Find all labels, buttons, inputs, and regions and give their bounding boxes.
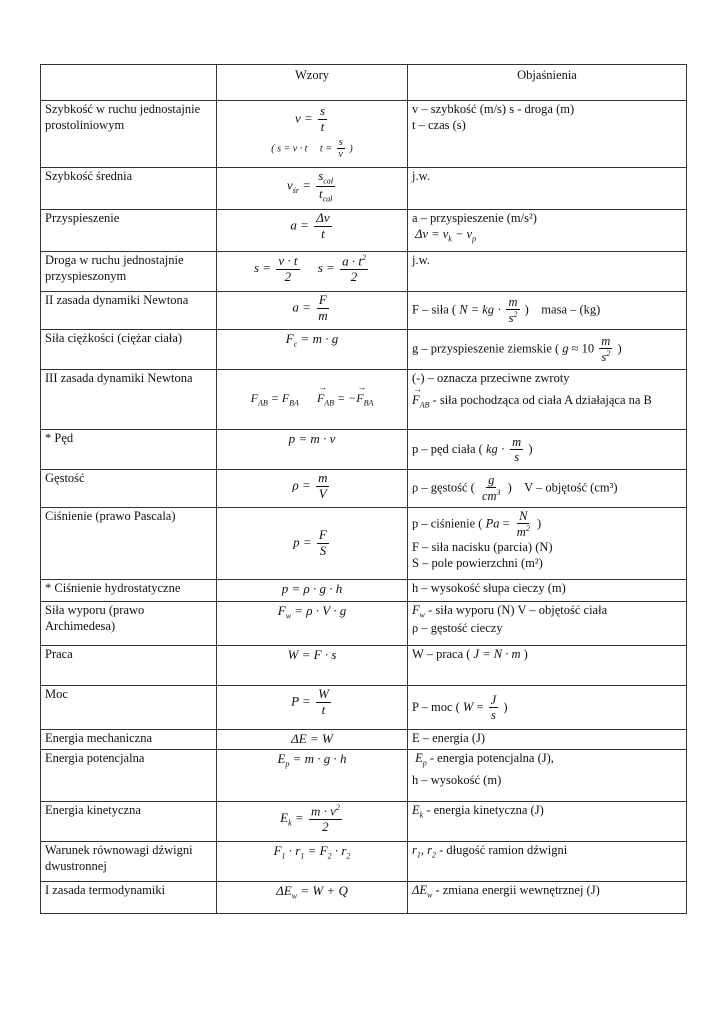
table-row xyxy=(41,730,687,750)
formula-cell: ρ = $\frac{m}{V}$ xyxy=(217,470,408,508)
explanation-text: - siła pochodząca od ciała A działająca na B xyxy=(429,392,652,407)
table-row xyxy=(41,882,687,914)
explanation-cell: $F_w$ - siła wyporu (N) V – objętość ciała ρ – gęstość cieczy xyxy=(408,602,687,646)
row-name: Droga w ruchu jednostajnie przyspieszonym xyxy=(41,252,217,292)
explanation-text: E – energia (J) xyxy=(408,730,687,750)
row-name: * Ciśnienie hydrostatyczne xyxy=(41,580,217,602)
table-row xyxy=(41,168,687,210)
row-name: Przyspieszenie xyxy=(41,210,217,252)
explanation-text: h – wysokość (m) xyxy=(412,772,502,787)
row-name: II zasada dynamiki Newtona xyxy=(41,292,217,330)
formula-cell: P = $\frac{W}{t}$ xyxy=(217,686,408,730)
header-col-explanations: Objaśnienia xyxy=(408,65,687,101)
explanation-text: j.w. xyxy=(408,252,687,292)
formula-cell: a = $\frac{F}{m}$ xyxy=(217,292,408,330)
table-row xyxy=(41,802,687,842)
explanation-cell: (-) – oznacza przeciwne zwroty → $F_{AB}$ - siła pochodząca od ciała A działająca na B xyxy=(408,370,687,430)
explanation-cell: $E_k$ - energia kinetyczna (J) xyxy=(408,802,687,842)
row-name: III zasada dynamiki Newtona xyxy=(41,370,217,430)
table-row xyxy=(41,470,687,508)
table-row xyxy=(41,370,687,430)
row-name: Energia kinetyczna xyxy=(41,802,217,842)
explanation-cell: F – siła ( N = kg · $\frac{m}{s^2}$ ) masa – (kg) xyxy=(408,292,687,330)
table-row xyxy=(41,842,687,882)
explanation-text: v – szybkość (m/s) s - droga (m) xyxy=(412,102,575,116)
row-name: Szybkość średnia xyxy=(41,168,217,210)
table-row xyxy=(41,686,687,730)
explanation-text: - długość ramion dźwigni xyxy=(436,843,568,857)
explanation-text: - energia kinetyczna (J) xyxy=(423,803,544,817)
table-row xyxy=(41,330,687,370)
row-name: * Pęd xyxy=(41,430,217,470)
formula-cell: a = $\frac{\Delta v}{t}$ xyxy=(217,210,408,252)
header-row xyxy=(41,65,687,101)
explanation-cell: $E_p$ - energia potencjalna (J), h – wysokość (m) xyxy=(408,750,687,802)
row-name: Energia potencjalna xyxy=(41,750,217,802)
formula-table xyxy=(40,64,687,914)
formula-cell: $F_1 \cdot r_1 = F_2 \cdot r_2$ xyxy=(217,842,408,882)
table-row xyxy=(41,602,687,646)
formula-cell: $F_w = \rho \cdot V \cdot g$ xyxy=(217,602,408,646)
row-name: Szybkość w ruchu jednostajnie prostoliniowym xyxy=(41,101,217,168)
explanation-cell: a – przyspieszenie (m/s²) $\Delta v = v_k - v_p$ xyxy=(408,210,687,252)
explanation-text: j.w. xyxy=(408,168,687,210)
table-row xyxy=(41,750,687,802)
explanation-cell: ρ – gęstość ( $\frac{g}{cm^3}$ ) V – objętość (cm³) xyxy=(408,470,687,508)
table-row xyxy=(41,580,687,602)
table-row xyxy=(41,646,687,686)
row-name: Praca xyxy=(41,646,217,686)
row-name: Siła ciężkości (ciężar ciała) xyxy=(41,330,217,370)
formula-cell: p = m · v xyxy=(217,430,408,470)
row-name: Energia mechaniczna xyxy=(41,730,217,750)
explanation-cell: p – ciśnienie ( Pa = $\frac{N}{m^2}$ ) F – siła nacisku (parcia) (N) S – pole powierzchni (m²) xyxy=(408,508,687,580)
formula-cell: p = ρ · g · h xyxy=(217,580,408,602)
formula-cell: $E_p = m \cdot g \cdot h$ xyxy=(217,750,408,802)
explanation-text: (-) – oznacza przeciwne zwroty xyxy=(412,371,570,385)
table-row xyxy=(41,508,687,580)
formula-cell: $F_c = m \cdot g$ xyxy=(217,330,408,370)
header-col-name xyxy=(41,65,217,101)
explanation-text: - zmiana energii wewnętrznej (J) xyxy=(432,883,600,897)
row-name: Warunek równowagi dźwigni dwustronnej xyxy=(41,842,217,882)
header-col-formulas: Wzory xyxy=(217,65,408,101)
explanation-text: a – przyspieszenie (m/s²) xyxy=(412,211,537,225)
explanation-cell: $r_1$, $r_2$ - długość ramion dźwigni xyxy=(408,842,687,882)
table-row xyxy=(41,210,687,252)
explanation-text: h – wysokość słupa cieczy (m) xyxy=(408,580,687,602)
table-row xyxy=(41,430,687,470)
table-row xyxy=(41,101,687,168)
explanation-cell: $\Delta E_w$ - zmiana energii wewnętrznej (J) xyxy=(408,882,687,914)
formula-cell: $v_{śr}$ = $\frac{s_{cał}}{t_{cał}}$ xyxy=(217,168,408,210)
formula-cell: $F_{AB} = F_{BA}$ → $F_{AB}$ = −→ $F_{BA}$ xyxy=(217,370,408,430)
row-name: Ciśnienie (prawo Pascala) xyxy=(41,508,217,580)
explanation-cell: p – pęd ciała ( kg · $\frac{m}{s}$ ) xyxy=(408,430,687,470)
explanation-cell: P – moc ( W = $\frac{J}{s}$ ) xyxy=(408,686,687,730)
formula-cell: W = F · s xyxy=(217,646,408,686)
row-name: Siła wyporu (prawo Archimedesa) xyxy=(41,602,217,646)
row-name: Moc xyxy=(41,686,217,730)
formula-cell: $E_k$ = $\frac{m \cdot v^2}{2}$ xyxy=(217,802,408,842)
explanation-text: t – czas (s) xyxy=(412,117,466,132)
explanation-cell xyxy=(408,101,687,168)
table-row xyxy=(41,252,687,292)
explanation-cell: g – przyspieszenie ziemskie ( g ≈ 10 $\frac{m}{s^2}$ ) xyxy=(408,330,687,370)
formula-cell: p = $\frac{F}{S}$ xyxy=(217,508,408,580)
formula-cell: ΔE = W xyxy=(217,730,408,750)
explanation-text: S – pole powierzchni (m²) xyxy=(412,555,543,570)
row-name: Gęstość xyxy=(41,470,217,508)
explanation-cell: W – praca ( J = N · m ) xyxy=(408,646,687,686)
formula-cell: v = $\frac{s}{t}$ ( s = v · t t = $\frac{s}{v}$ ) xyxy=(217,101,408,168)
formula-cell: s = $\frac{v \cdot t}{2}$ s = $\frac{a \cdot t^2}{2}$ xyxy=(217,252,408,292)
explanation-text: F – siła nacisku (parcia) (N) xyxy=(412,539,553,554)
row-name: I zasada termodynamiki xyxy=(41,882,217,914)
formula-cell: $\Delta E_w = W + Q$ xyxy=(217,882,408,914)
table-row xyxy=(41,292,687,330)
explanation-text: ρ – gęstość cieczy xyxy=(412,620,503,635)
explanation-text: - energia potencjalna (J), xyxy=(426,751,554,765)
explanation-text: - siła wyporu (N) V – objętość ciała xyxy=(424,603,608,617)
